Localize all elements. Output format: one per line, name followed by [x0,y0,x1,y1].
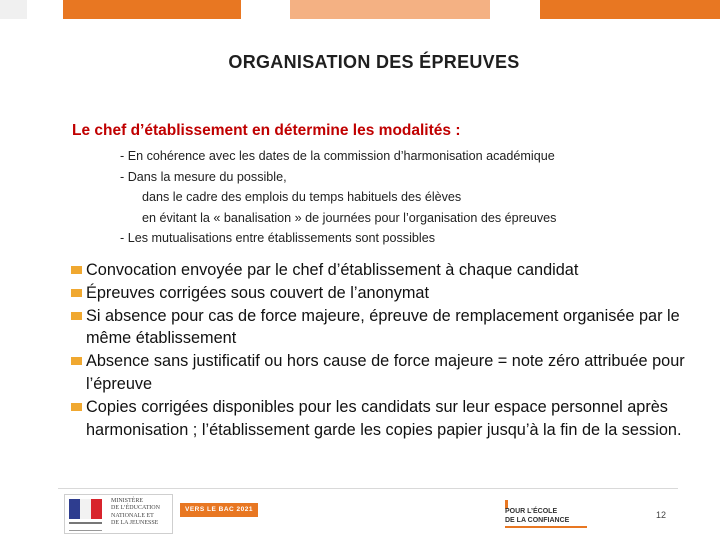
republique-mark-icon [69,522,102,531]
top-bar-segment [0,0,27,19]
bullet-square-icon [71,266,82,274]
page-number: 12 [656,510,667,520]
modality-item: - Dans la mesure du possible, [120,169,287,184]
bullet-item [70,282,690,305]
bullet-text: Copies corrigées disponibles pour les candidats sur leur espace personnel après harmonisation ; l’établissement garde les copies papier jusqu’à la fin de la session. [86,397,682,439]
top-bar-segment [290,0,490,19]
ministry-logo [64,494,173,534]
footer-divider [58,488,678,489]
bullet-text: Si absence pour cas de force majeure, épreuve de remplacement organisée par le même établissement [86,306,680,348]
bullet-text: Épreuves corrigées sous couvert de l’anonymat [86,283,429,302]
bullet-text: Absence sans justificatif ou hors cause de force majeure = note zéro attribuée pour l’épreuve [86,352,685,393]
bullet-item [70,396,690,442]
bullet-item [70,259,690,282]
bullet-item [70,350,690,396]
modality-subitem: dans le cadre des emplois du temps habituels des élèves [142,190,462,205]
bullet-list [70,259,690,441]
bullet-text: Convocation envoyée par le chef d’établissement à chaque candidat [86,261,579,279]
top-bar-segment [540,0,720,19]
logo-line-1: POUR L’ÉCOLE [505,508,558,515]
bullet-square-icon [71,403,82,411]
bullet-square-icon [71,312,82,320]
bullet-square-icon [71,357,82,365]
top-bar-segment [63,0,241,19]
bullet-item [70,305,690,351]
logo-underline [505,526,587,528]
modality-item: - En cohérence avec les dates de la commission d’harmonisation académique [120,149,555,163]
slide-title: ORGANISATION DES ÉPREUVES [228,52,520,72]
modalities-list [120,146,556,249]
logo-line-2: DE LA CONFIANCE [505,517,570,524]
ministry-name: MINISTÈRE DE L’ÉDUCATION NATIONALE ET DE LA JEUNESSE [111,498,160,527]
bac-2021-tag: VERS LE BAC 2021 [180,503,258,517]
slide-subheading: Le chef d’établissement en détermine les modalités : [72,122,461,139]
modality-item: - Les mutualisations entre établissements sont possibles [120,231,436,246]
marianne-flag-icon [69,499,102,519]
modality-subitem: en évitant la « banalisation » de journées pour l’organisation des épreuves [142,210,557,225]
ecole-confiance-logo [498,498,593,530]
bullet-square-icon [71,289,82,297]
